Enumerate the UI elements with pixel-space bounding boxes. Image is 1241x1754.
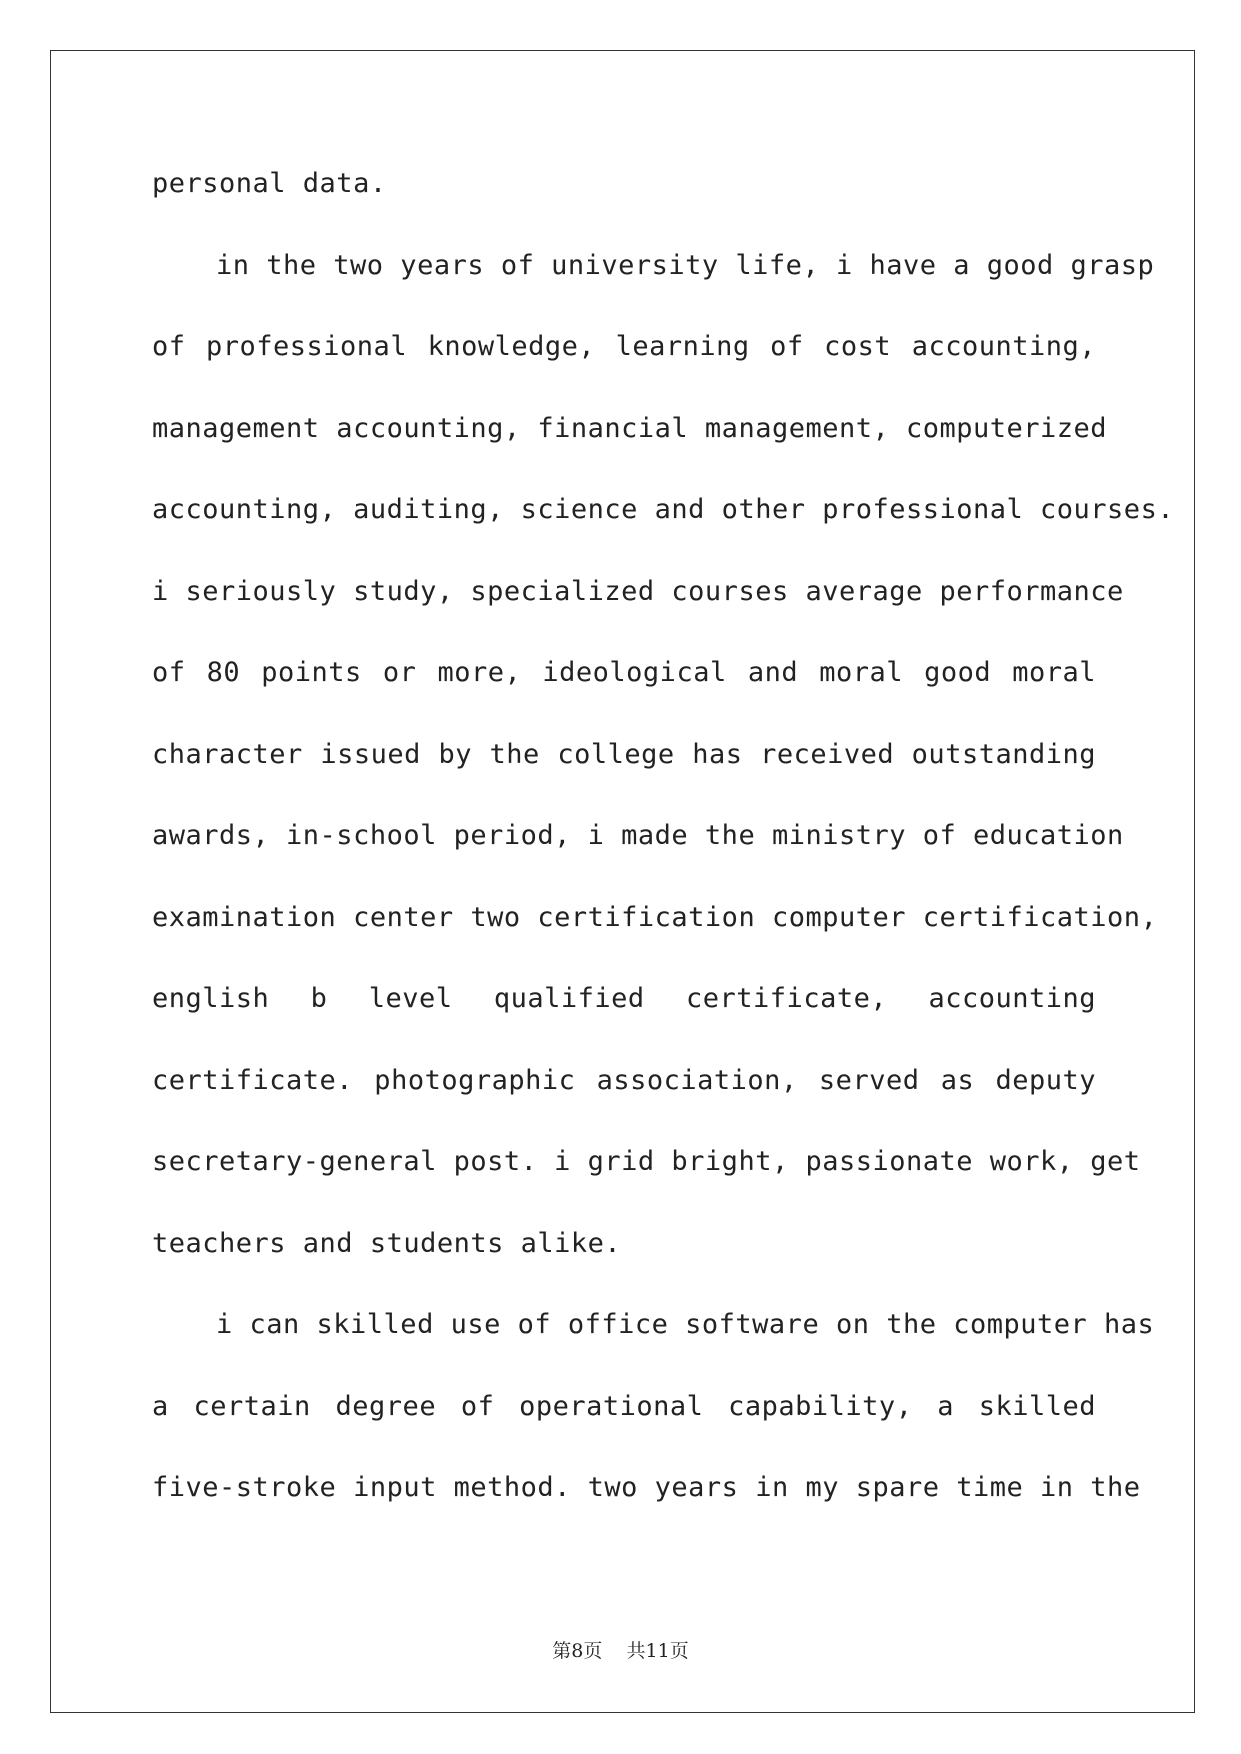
document-body [152,168,1175,1554]
text-line: management accounting, financial management, computerized [152,412,1108,444]
text-line: in the two years of university life, i have a good grasp [216,249,1155,281]
text-line: teachers and students alike. [152,1227,622,1259]
page-total: 共11页 [626,1640,689,1662]
text-line: i can skilled use of office software on the computer has [216,1309,1155,1340]
text-line: i seriously study, specialized courses average performance [152,575,1124,607]
text-line: awards, in-school period, i made the ministry of education [152,820,1124,851]
text-line: of 80 points or more, ideological and moral good moral [152,657,1096,688]
text-line: certificate. photographic association, served as deputy [152,1064,1096,1096]
page-number: 第8页 [552,1640,603,1662]
text-line: character issued by the college has received outstanding [152,738,1096,770]
page-footer [0,1636,1241,1663]
text-line: examination center two certification computer certification, [152,901,1158,933]
text-line: personal data. [152,168,387,199]
text-line: secretary-general post. i grid bright, passionate work, get [152,1146,1141,1177]
text-line: a certain degree of operational capability, a skilled [152,1390,1096,1422]
text-line: five-stroke input method. two years in my spare time in the [152,1472,1141,1503]
text-line: english b level qualified certificate, accounting [152,983,1096,1014]
text-line: of professional knowledge, learning of cost accounting, [152,331,1096,362]
text-line: accounting, auditing, science and other professional courses. [152,494,1175,525]
